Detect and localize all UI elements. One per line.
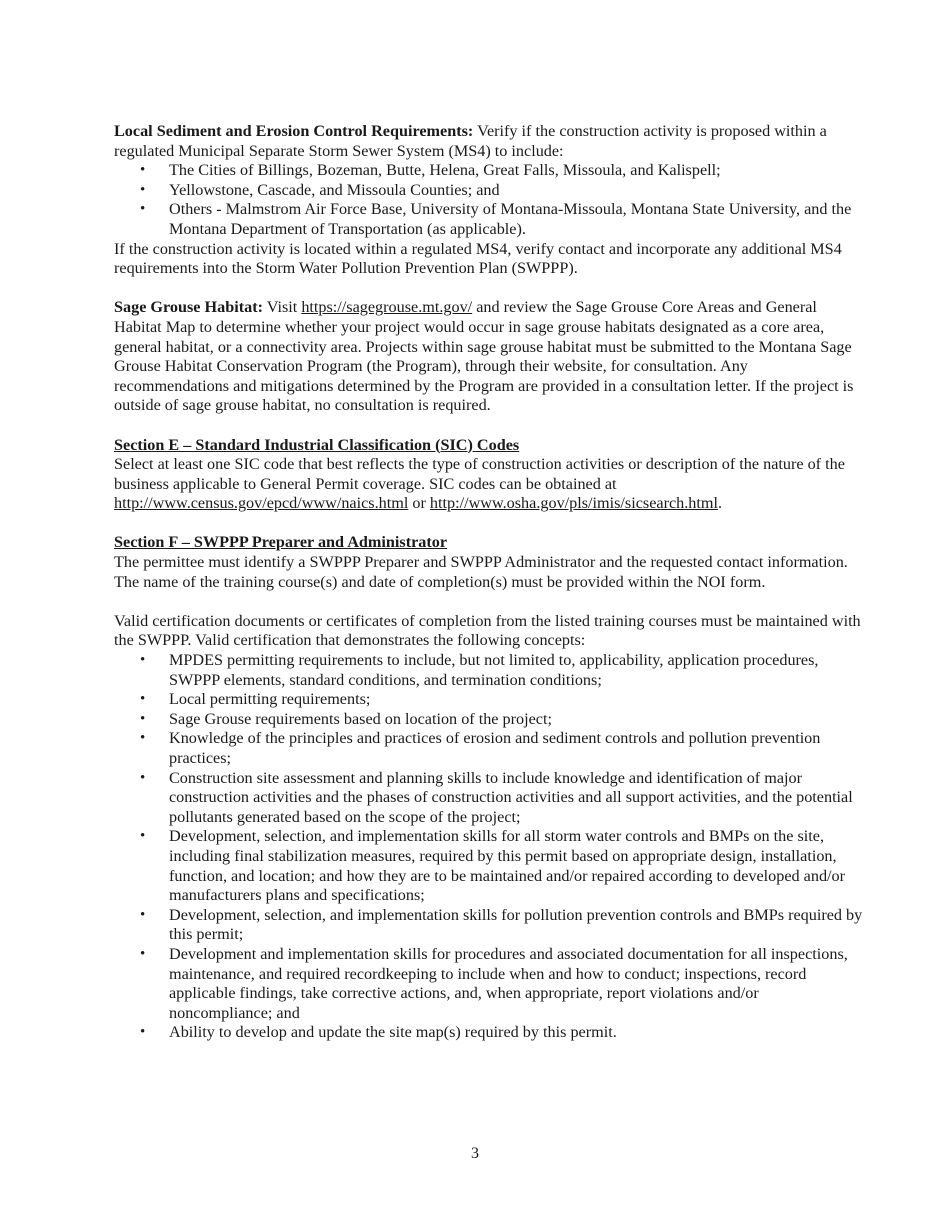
- list-item: • Others - Malmstrom Air Force Base, University of Montana-Missoula, Montana State University, and the Montana Department of Transportation (as applicable).: [114, 200, 866, 239]
- section-f-body: The permittee must identify a SWPPP Preparer and SWPPP Administrator and the requested contact information. The name of the training course(s) and date of completion(s) must be provided within the NOI form.: [114, 553, 848, 591]
- certification-list: [114, 651, 866, 1043]
- section-e-paragraph: [114, 455, 866, 514]
- ms4-list: [114, 161, 866, 239]
- list-item: • Local permitting requirements;: [114, 690, 866, 710]
- list-item: • The Cities of Billings, Bozeman, Butte, Helena, Great Falls, Missoula, and Kalispell;: [114, 161, 866, 181]
- page-number: 3: [471, 1145, 479, 1162]
- list-item: • Development, selection, and implementation skills for all storm water controls and BMPs on the site, including final stabilization measures, required by this permit based on appropriate design, installation, function, and location; and how they are to be maintained and/or repaired according to developed and/or manufacturers plans and specifications;: [114, 827, 866, 905]
- osha-link[interactable]: http://www.osha.gov/pls/imis/sicsearch.html: [429, 494, 718, 513]
- page-content: [114, 122, 866, 1043]
- sage-grouse-body: and review the Sage Grouse Core Areas and General Habitat Map to determine whether your project would occur in sage grouse habitats designated as a core area, general habitat, or a connectivity area. Projects within sage grouse habitat must be submitted to the Montana Sage Grouse Habitat Conservation Program (the Program), through their website, for consultation. Any recommendations and mitigations determined by the Program are provided in a consultation letter. If the project is outside of sage grouse habitat, no consultation is required.: [114, 298, 854, 415]
- sage-grouse-link[interactable]: https://sagegrouse.mt.gov/: [301, 298, 473, 317]
- list-item: • Development, selection, and implementation skills for pollution prevention controls and BMPs required by this permit;: [114, 906, 866, 945]
- list-item: • Development and implementation skills for procedures and associated documentation for all inspections, maintenance, and required recordkeeping to include when and how to conduct; inspections, record applicable findings, take corrective actions, and, when appropriate, report violations and/or noncompliance; and: [114, 945, 866, 1023]
- certification-intro: Valid certification documents or certificates of completion from the listed training courses must be maintained with the SWPPP. Valid certification that demonstrates the following concepts:: [114, 611, 861, 650]
- list-item: • Knowledge of the principles and practices of erosion and sediment controls and pollution prevention practices;: [114, 729, 866, 768]
- list-item: • Yellowstone, Cascade, and Missoula Counties; and: [114, 181, 866, 201]
- list-item: • Construction site assessment and planning skills to include knowledge and identification of major construction activities and the phases of construction activities and all support activities, and the potential pollutants generated based on the scope of the project;: [114, 769, 866, 828]
- local-sediment-paragraph: [114, 122, 866, 161]
- list-item: • Sage Grouse requirements based on location of the project;: [114, 710, 866, 730]
- list-item: • Ability to develop and update the site map(s) required by this permit.: [114, 1023, 866, 1043]
- local-sediment-heading: Local Sediment and Erosion Control Requirements:: [114, 122, 474, 140]
- section-f-heading: Section F – SWPPP Preparer and Administrator: [114, 533, 448, 552]
- sage-grouse-heading: Sage Grouse Habitat:: [114, 298, 263, 317]
- sage-grouse-paragraph: [114, 298, 866, 416]
- list-item: • MPDES permitting requirements to include, but not limited to, applicability, application procedures, SWPPP elements, standard conditions, and termination conditions;: [114, 651, 866, 690]
- census-link[interactable]: http://www.census.gov/epcd/www/naics.html: [114, 494, 409, 513]
- section-e-or: or: [412, 494, 426, 513]
- local-sediment-closing: If the construction activity is located within a regulated MS4, verify contact and incorporate any additional MS4 requirements into the Storm Water Pollution Prevention Plan (SWPPP).: [114, 239, 842, 278]
- local-sediment-intro: Verify if the construction activity is proposed within a regulated Municipal Separate Storm Sewer System (MS4) to include:: [114, 122, 827, 160]
- section-e-heading: Section E – Standard Industrial Classification (SIC) Codes: [114, 435, 520, 454]
- section-e-period: .: [717, 494, 723, 513]
- section-e-body: Select at least one SIC code that best reflects the type of construction activities or description of the nature of the business applicable to General Permit coverage. SIC codes can be obtained at: [114, 455, 845, 493]
- sage-grouse-visit: Visit: [266, 298, 298, 317]
